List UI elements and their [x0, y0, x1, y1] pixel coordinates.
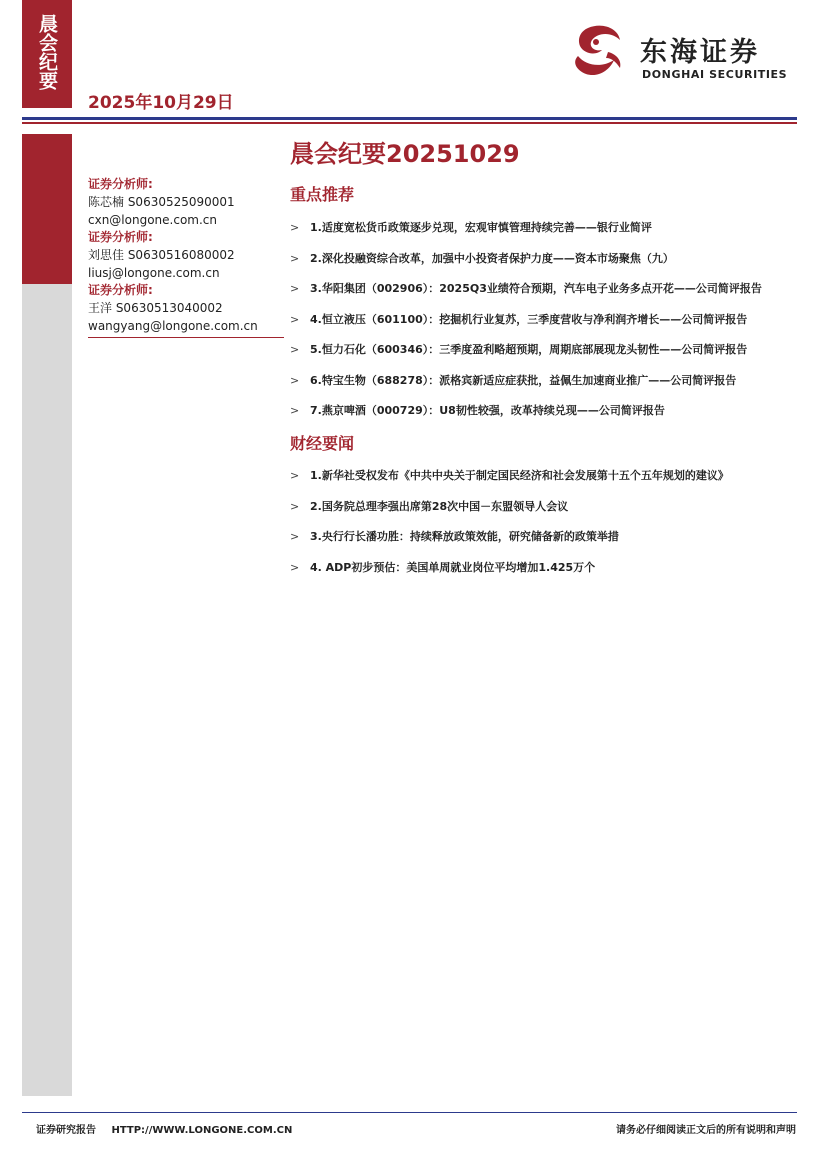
news-list	[290, 468, 810, 590]
list-item[interactable]	[290, 560, 810, 591]
header-rule-blue	[22, 117, 797, 120]
list-item-text[interactable]: 1.新华社受权发布《中共中央关于制定国民经济和社会发展第十五个五年规划的建议》	[310, 469, 729, 482]
analyst-name-id: 陈芯楠 S0630525090001	[88, 195, 235, 209]
footer-rule	[22, 1112, 797, 1113]
analyst-email[interactable]: cxn@longone.com.cn	[88, 213, 217, 227]
analyst-label: 证券分析师:	[88, 283, 153, 297]
list-item[interactable]	[290, 403, 810, 434]
triangle-right-icon: >	[290, 373, 300, 387]
list-item[interactable]	[290, 342, 810, 373]
analyst-email[interactable]: wangyang@longone.com.cn	[88, 319, 258, 333]
footer-report-type: 证券研究报告	[36, 1125, 96, 1136]
list-item-text[interactable]: 7.燕京啤酒（000729）：U8韧性较强，改革持续兑现——公司简评报告	[310, 404, 665, 417]
triangle-right-icon: >	[290, 282, 300, 295]
analyst-label: 证券分析师:	[88, 230, 153, 244]
list-item-text[interactable]: 4.恒立液压（601100）：挖掘机行业复苏，三季度营收与净利润齐增长——公司简评报告	[310, 312, 748, 326]
vertical-tag-text: 晨会纪要	[36, 14, 58, 90]
footer-disclaimer: 请务必仔细阅读正文后的所有说明和声明	[616, 1125, 796, 1136]
analyst-list	[88, 176, 288, 335]
triangle-right-icon: >	[290, 530, 300, 543]
triangle-right-icon: >	[290, 251, 300, 265]
analyst-email[interactable]: liusj@longone.com.cn	[88, 266, 220, 280]
logo-english-name: DONGHAI SECURITIES	[642, 68, 788, 81]
analyst-entry	[88, 229, 288, 282]
sidebar-accent-red	[22, 134, 72, 284]
list-item-text[interactable]: 3.华阳集团（002906）：2025Q3业绩符合预期，汽车电子业务多点开花——公司简评报告	[310, 282, 762, 295]
sidebar-accent-gray	[22, 284, 72, 1096]
footer-left	[36, 1121, 292, 1136]
triangle-right-icon: >	[290, 560, 300, 574]
logo-chinese-name: 东海证券	[640, 37, 760, 68]
list-item-text[interactable]: 6.特宝生物（688278）：派格宾新适应症获批，益佩生加速商业推广——公司简评报告	[310, 373, 737, 387]
list-item[interactable]	[290, 468, 810, 499]
list-item-text[interactable]: 4. ADP初步预估：美国单周就业岗位平均增加1.425万个	[310, 560, 596, 574]
list-item[interactable]	[290, 499, 810, 530]
list-item[interactable]	[290, 251, 810, 282]
list-item-text[interactable]: 5.恒力石化（600346）：三季度盈利略超预期，周期底部展现龙头韧性——公司简评报告	[310, 343, 748, 356]
list-item-text[interactable]: 2.深化投融资综合改革，加强中小投资者保护力度——资本市场聚焦（九）	[310, 251, 674, 265]
analyst-name-id: 刘思佳 S0630516080002	[88, 248, 235, 262]
company-logo	[568, 22, 800, 86]
list-item[interactable]	[290, 312, 810, 343]
page-title: 晨会纪要20251029	[290, 140, 520, 168]
list-item-text[interactable]: 3.央行行长潘功胜：持续释放政策效能，研究储备新的政策举措	[310, 530, 619, 543]
section-heading-recommend: 重点推荐	[290, 185, 355, 204]
section-heading-news: 财经要闻	[290, 434, 355, 453]
footer-url-link[interactable]: HTTP://WWW.LONGONE.COM.CN	[111, 1125, 293, 1136]
report-date: 2025年10月29日	[88, 93, 234, 113]
vertical-tag	[22, 0, 72, 108]
triangle-right-icon: >	[290, 499, 300, 513]
analyst-entry	[88, 282, 288, 335]
list-item[interactable]	[290, 529, 810, 560]
analyst-name-id: 王洋 S0630513040002	[88, 301, 223, 315]
list-item[interactable]	[290, 220, 810, 251]
recommend-list	[290, 220, 810, 434]
analyst-entry	[88, 176, 288, 229]
triangle-right-icon: >	[290, 221, 300, 234]
list-item-text[interactable]: 1.适度宽松货币政策逐步兑现，宏观审慎管理持续完善——银行业简评	[310, 221, 652, 234]
triangle-right-icon: >	[290, 312, 300, 326]
analyst-label: 证券分析师:	[88, 177, 153, 191]
triangle-right-icon: >	[290, 404, 300, 417]
list-item[interactable]	[290, 281, 810, 312]
triangle-right-icon: >	[290, 343, 300, 356]
list-item-text[interactable]: 2.国务院总理李强出席第28次中国－东盟领导人会议	[310, 499, 569, 513]
dragon-wave-logo-icon	[568, 22, 632, 86]
analyst-divider	[88, 337, 284, 338]
header-rule-red	[22, 122, 797, 124]
list-item[interactable]	[290, 373, 810, 404]
triangle-right-icon: >	[290, 469, 300, 482]
